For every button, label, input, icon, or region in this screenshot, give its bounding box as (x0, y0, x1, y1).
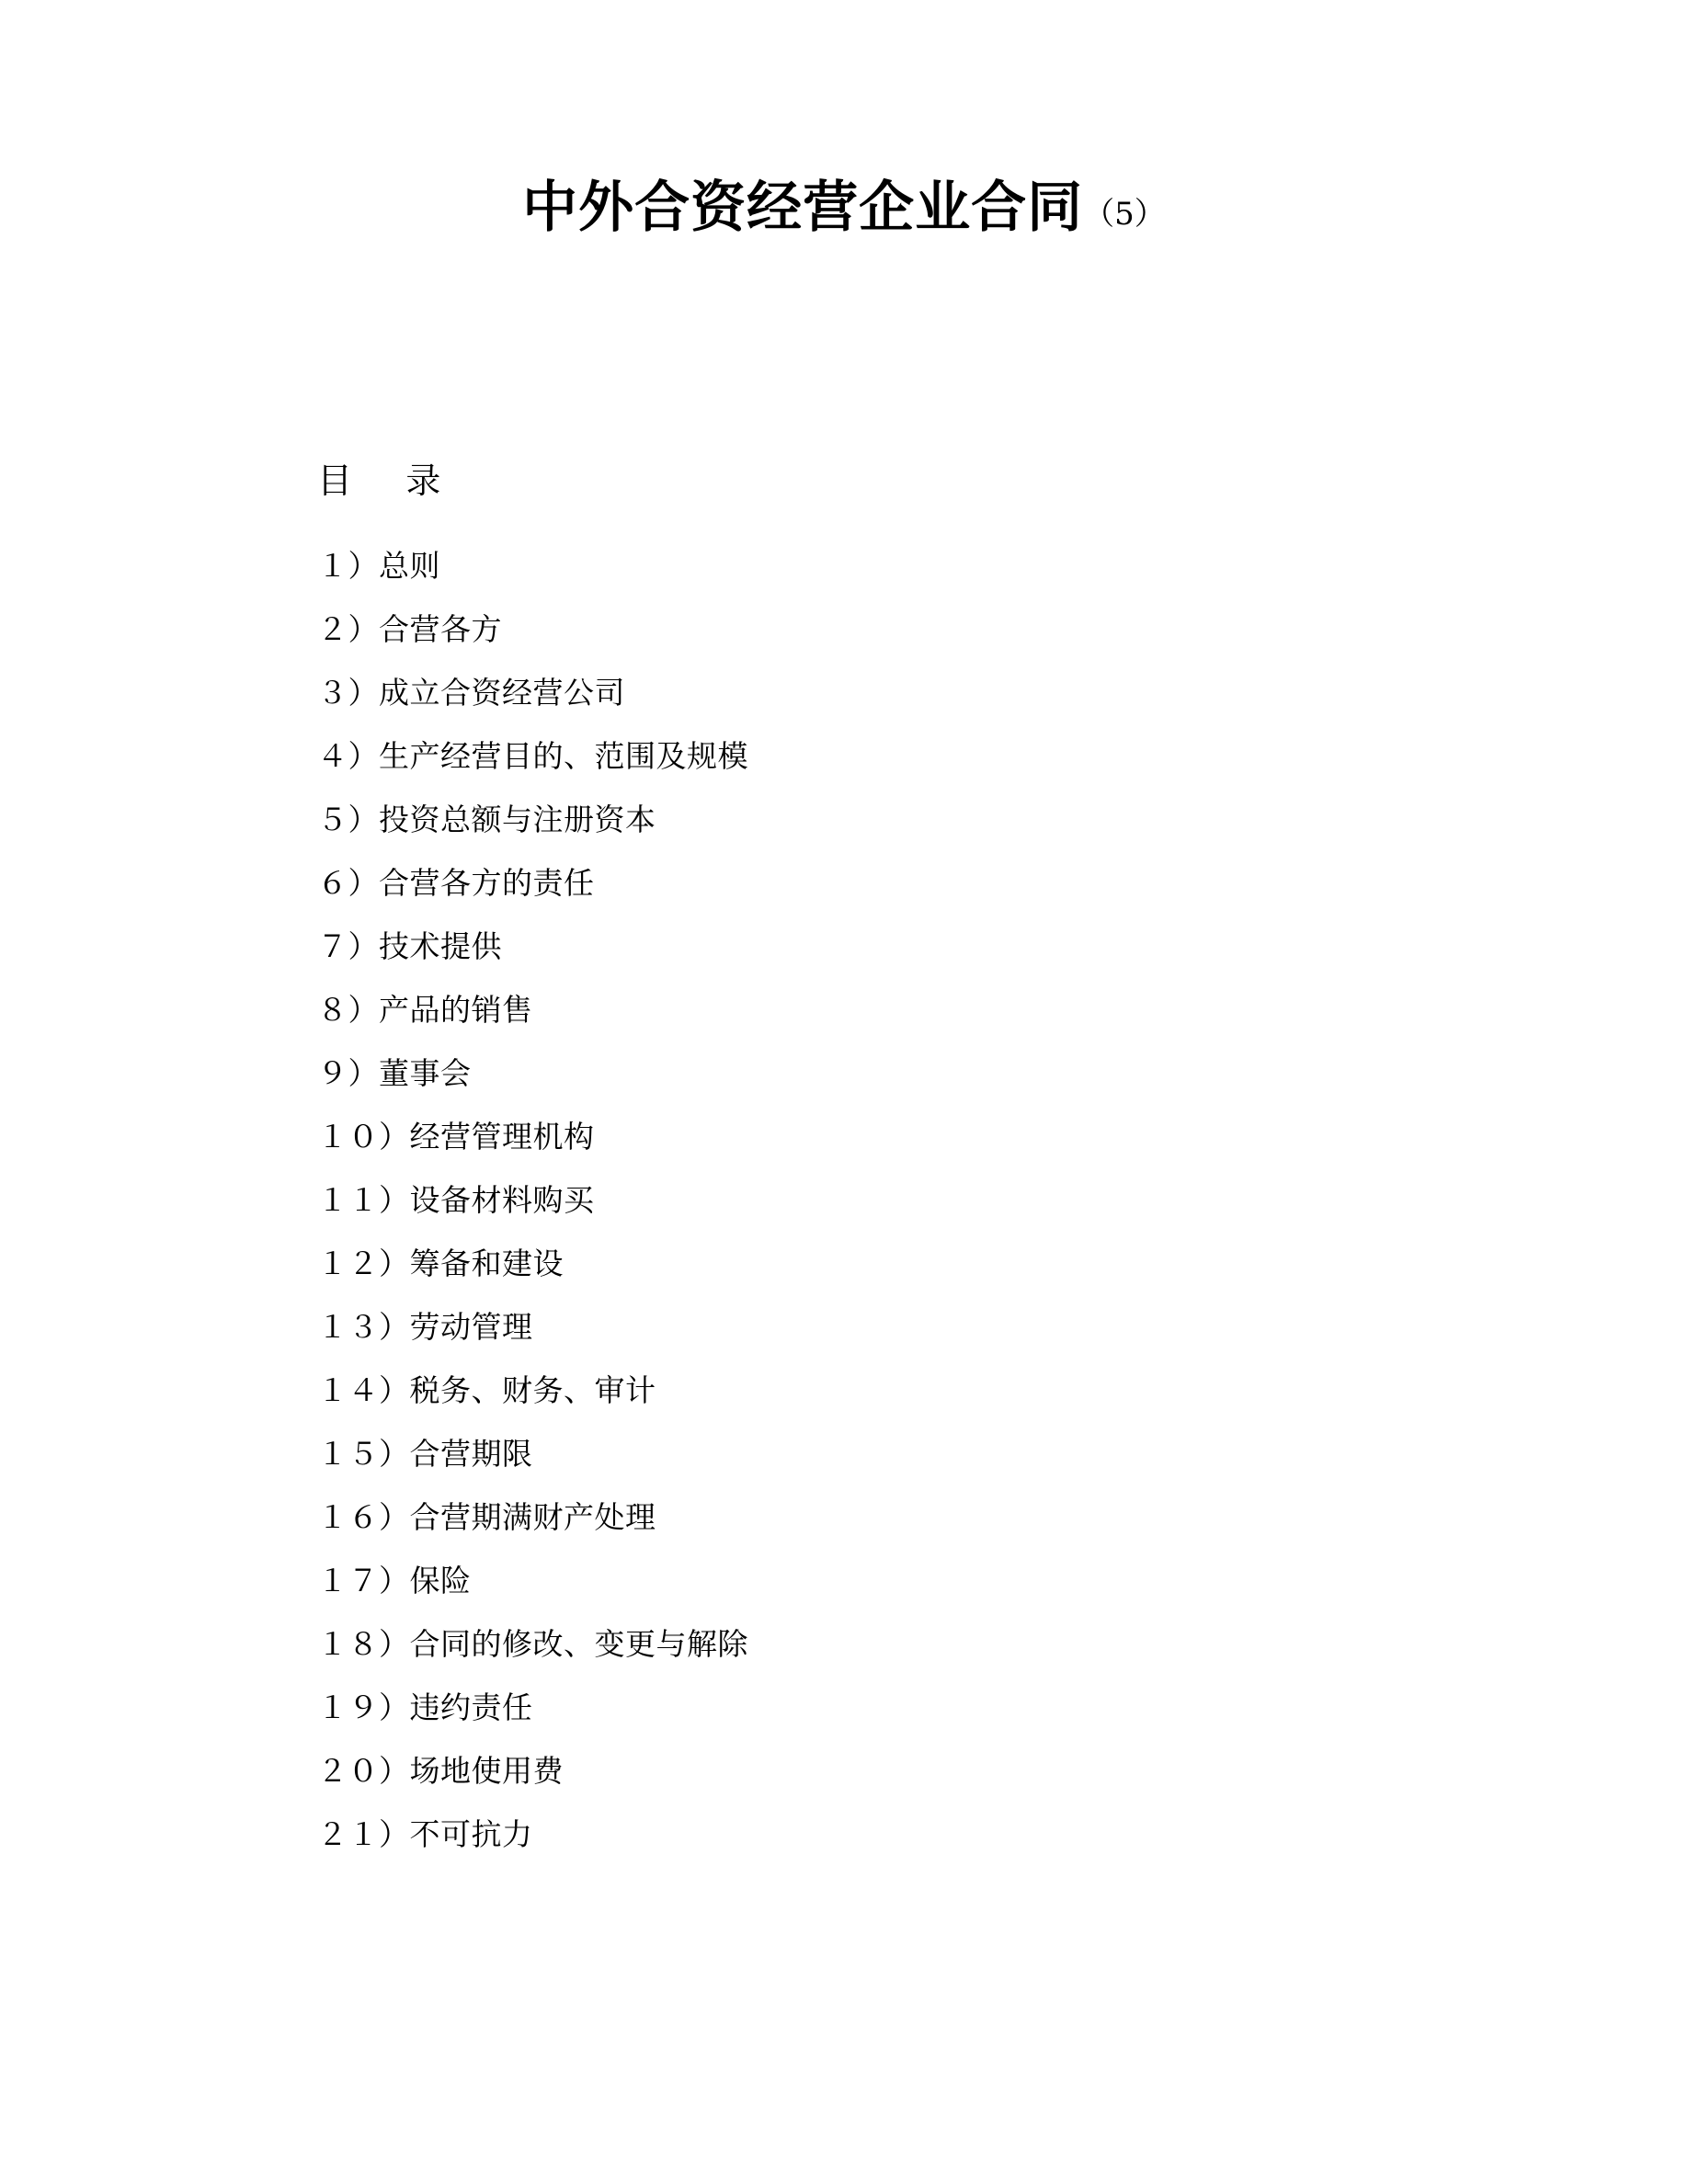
list-item: ４）生产经营目的、范围及规模 (317, 738, 748, 774)
list-item: １５）合营期限 (317, 1436, 533, 1472)
page-title-suffix: （5） (1083, 196, 1166, 233)
list-item: １２）筹备和建设 (317, 1246, 564, 1281)
list-item: １）总则 (317, 548, 440, 584)
list-item: ２）合营各方 (317, 611, 502, 647)
list-item: １８）合同的修改、变更与解除 (317, 1626, 748, 1662)
list-item: ８）产品的销售 (317, 992, 533, 1028)
list-item: ３）成立合资经营公司 (317, 675, 625, 711)
list-item: ２０）场地使用费 (317, 1753, 564, 1789)
list-item: １６）合营期满财产处理 (317, 1499, 656, 1535)
list-item: １４）税务、财务、审计 (317, 1372, 656, 1408)
list-item: １０）经营管理机构 (317, 1119, 595, 1155)
list-item: １９）违约责任 (317, 1689, 533, 1725)
table-of-contents (0, 452, 1688, 1852)
page-title (0, 0, 1688, 241)
page-title-main: 中外合资经营企业合同 (522, 176, 1084, 240)
toc-list (317, 548, 1688, 1852)
list-item: ７）技术提供 (317, 928, 502, 964)
toc-heading: 目 录 (317, 461, 443, 501)
list-item: １７）保险 (317, 1563, 472, 1598)
list-item: ９）董事会 (317, 1055, 472, 1091)
list-item: ２１）不可抗力 (317, 1816, 533, 1852)
list-item: ５）投资总额与注册资本 (317, 802, 656, 837)
list-item: １３）劳动管理 (317, 1309, 533, 1345)
list-item: ６）合营各方的责任 (317, 865, 595, 901)
list-item: １１）设备材料购买 (317, 1182, 595, 1218)
